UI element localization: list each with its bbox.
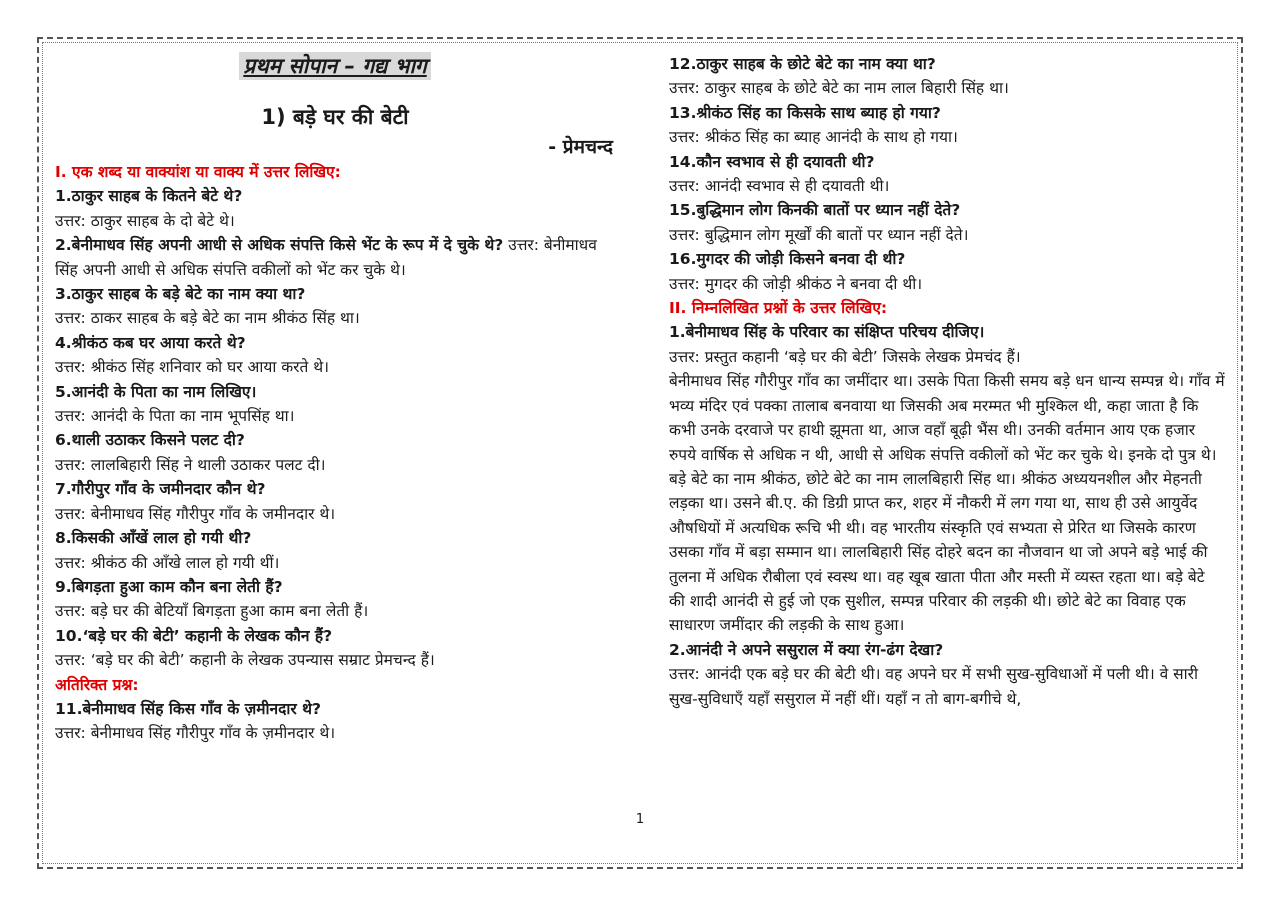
question: 7.गौरीपुर गाँव के जमीनदार कौन थे?	[55, 480, 266, 499]
page-number: 1	[635, 812, 645, 827]
lesson-title: 1) बड़े घर की बेटी	[261, 105, 409, 129]
section-heading: प्रथम सोपान – गद्य भाग	[55, 52, 615, 82]
answer-paragraph: उत्तर: आनंदी एक बड़े घर की बेटी थी। वह अपने घर में सभी सुख-सुविधाओं में पली थी। वे सारी सुख-सुविधाएँ यहाँ ससुराल में नहीं थीं। यहाँ न तो बाग-बगीचे थे,	[669, 665, 1199, 708]
answer: उत्तर: बेनीमाधव सिंह गौरीपुर गाँव के जमीनदार थे।	[55, 504, 336, 523]
section-one-heading: I. एक शब्द या वाक्यांश या वाक्य में उत्तर लिखिए:	[55, 163, 341, 181]
question: 1.ठाकुर साहब के कितने बेटे थे?	[55, 187, 243, 206]
question: 16.मुगदर की जोड़ी किसने बनवा दी थी?	[669, 250, 906, 269]
question: 12.ठाकुर साहब के छोटे बेटे का नाम क्या था?	[669, 55, 936, 73]
answer: उत्तर: ठाकुर साहब के दो बेटे थे।	[55, 211, 235, 230]
extra-questions-heading: अतिरिक्त प्रश्न:	[55, 675, 139, 694]
question: 13.श्रीकंठ सिंह का किसके साथ ब्याह हो गया?	[669, 103, 941, 122]
section-two-heading: II. निम्नलिखित प्रश्नों के उत्तर लिखिए:	[669, 299, 888, 318]
right-column	[669, 52, 1225, 711]
question: 1.बेनीमाधव सिंह के परिवार का संक्षिप्त परिचय दीजिए।	[669, 323, 985, 342]
answer: उत्तर: बुद्धिमान लोग मूर्खों की बातों पर ध्यान नहीं देते।	[669, 225, 969, 244]
answer-paragraph: बेनीमाधव सिंह गौरीपुर गाँव का जमींदार था। उसके पिता किसी समय बड़े धन धान्य सम्पन्न थे। गाँव में भव्य मंदिर एवं पक्का तालाब बनवाया था जिसकी अब मरम्मत भी मुश्किल थी, कहा जाता है कि कभी उनके दरवाजे पर हाथी झूमता था, आज वहाँ बूढ़ी भैंस थी। उनकी वर्तमान आय एक हजार रुपये वार्षिक से अधिक न थी, आधी से अधिक संपत्ति वकीलों को भेंट कर चुके थे। इनके दो पुत्र थे। बड़े बेटे का नाम श्रीकंठ, छोटे बेटे का नाम लालबिहारी सिंह था। श्रीकंठ अध्ययनशील और मेहनती लड़का था। उसने बी.ए. की डिग्री प्राप्त कर, शहर में नौकरी में लग गया था, साथ ही उसे आयुर्वेद औषधियों में अत्यधिक रूचि भी थी। वह भारतीय संस्कृति एवं सभ्यता से प्रेरित था जिसके कारण उसका गाँव में बड़ा सम्मान था। लालबिहारी सिंह दोहरे बदन का नौजवान था जो अपने बड़े भाई की तुलना में अधिक रौबीला एवं स्वस्थ था। वह खूब खाता पीता और मस्ती में व्यस्त रहता था। बड़े बेटे की शादी आनंदी से हुई जो एक सुशील, सम्पन्न परिवार की लड़की थी। छोटे बेटे का विवाह एक साधारण जमींदार की लड़की के साथ हुआ।	[669, 372, 1225, 635]
question: 6.थाली उठाकर किसने पलट दी?	[55, 431, 245, 450]
question: 11.बेनीमाधव सिंह किस गाँव के ज़मीनदार थे?	[55, 699, 321, 718]
answer: उत्तर: श्रीकंठ की आँखे लाल हो गयी थीं।	[55, 553, 280, 572]
left-column	[55, 52, 615, 746]
question: 5.आनंदी के पिता का नाम लिखिए।	[55, 382, 257, 401]
answer: उत्तर: ठाकुर साहब के छोटे बेटे का नाम लाल बिहारी सिंह था।	[669, 79, 1009, 98]
question: 4.श्रीकंठ कब घर आया करते थे?	[55, 333, 246, 352]
answer: उत्तर: श्रीकंठ सिंह शनिवार को घर आया करते थे।	[55, 358, 330, 377]
question: 15.बुद्धिमान लोग किनकी बातों पर ध्यान नहीं देते?	[669, 201, 961, 220]
question: 9.बिगड़ता हुआ काम कौन बना लेती हैं?	[55, 577, 283, 596]
question: 10.‘बड़े घर की बेटी’ कहानी के लेखक कौन हैं?	[55, 626, 333, 645]
answer: उत्तर: लालबिहारी सिंह ने थाली उठाकर पलट दी।	[55, 455, 326, 474]
question: 8.किसकी आँखें लाल हो गयी थी?	[55, 529, 252, 548]
answer: उत्तर: श्रीकंठ सिंह का ब्याह आनंदी के साथ हो गया।	[669, 128, 958, 147]
answer: उत्तर: ठाकर साहब के बड़े बेटे का नाम श्रीकंठ सिंह था।	[55, 309, 360, 328]
question: 3.ठाकुर साहब के बड़े बेटे का नाम क्या था?	[55, 285, 306, 304]
answer: उत्तर: आनंदी स्वभाव से ही दयावती थी।	[669, 177, 890, 196]
question-answer: 2.बेनीमाधव सिंह अपनी आधी से अधिक संपत्ति किसे भेंट के रूप में दे चुके थे? उत्तर: बेनीमाधव सिंह अपनी आधी से अधिक संपत्ति वकीलों को भेंट कर चुके थे।	[55, 236, 597, 279]
question: 2.आनंदी ने अपने ससुराल में क्या रंग-ढंग देखा?	[669, 640, 944, 659]
answer-intro: उत्तर: प्रस्तुत कहानी ‘बड़े घर की बेटी’ जिसके लेखक प्रेमचंद हैं।	[669, 347, 1021, 366]
answer: उत्तर: बेनीमाधव सिंह गौरीपुर गाँव के ज़मीनदार थे।	[55, 724, 336, 743]
author-name: - प्रेमचन्द	[548, 136, 613, 158]
answer: उत्तर: मुगदर की जोड़ी श्रीकंठ ने बनवा दी थी।	[669, 274, 923, 293]
answer: उत्तर: आनंदी के पिता का नाम भूपसिंह था।	[55, 407, 295, 426]
answer: उत्तर: बड़े घर की बेटियाँ बिगड़ता हुआ काम बना लेती हैं।	[55, 602, 369, 621]
question: 14.कौन स्वभाव से ही दयावती थी?	[669, 152, 875, 171]
answer: उत्तर: ‘बड़े घर की बेटी’ कहानी के लेखक उपन्यास सम्राट प्रेमचन्द हैं।	[55, 651, 435, 670]
